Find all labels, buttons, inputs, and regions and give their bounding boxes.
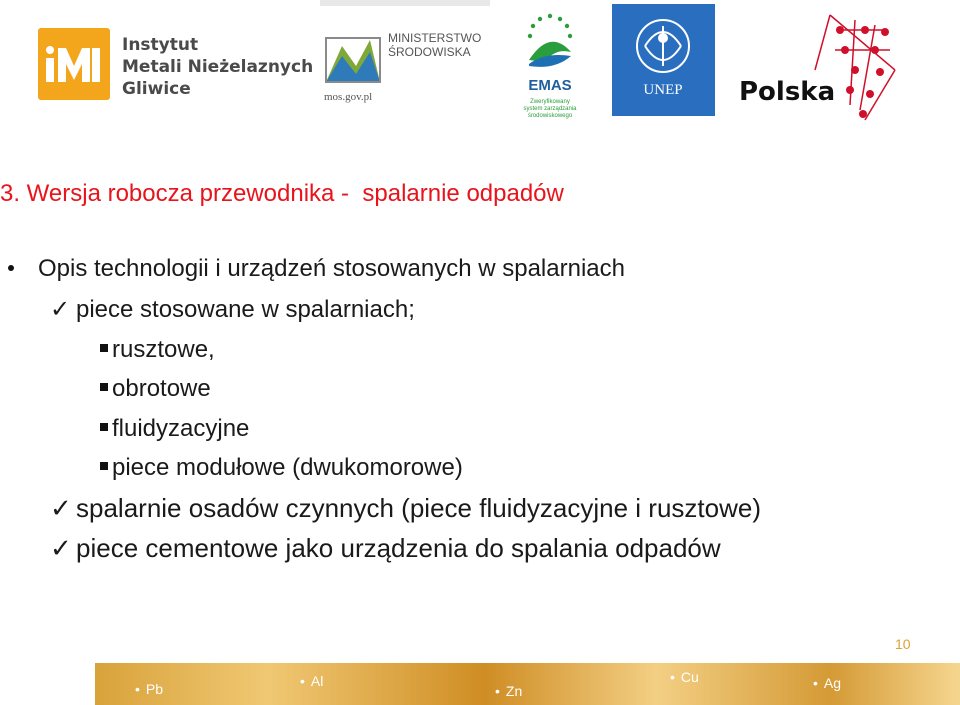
imn-logo-mark (38, 28, 110, 100)
checkmark-icon: ✓ (50, 493, 72, 523)
list-item (100, 375, 211, 403)
emas-caption-2: system zarządzania (523, 106, 577, 112)
checkmark-icon: ✓ (50, 296, 71, 323)
polska-label: Polska (739, 77, 836, 107)
list-item (50, 295, 415, 324)
footer-band (95, 663, 960, 705)
ministry-line-2: ŚRODOWISKA (388, 45, 471, 59)
emas-logo (515, 8, 585, 120)
unep-label: UNEP (643, 82, 683, 98)
emas-label: EMAS (528, 77, 572, 94)
emas-caption-3: środowiskowego (527, 113, 573, 119)
bullet-dot-icon (8, 265, 14, 271)
square-bullet-icon (100, 423, 108, 431)
polska-kite-icon (735, 10, 905, 125)
list-item (100, 454, 463, 482)
unep-emblem-icon (612, 4, 715, 116)
element-label: • Ag (813, 675, 841, 691)
square-bullet-icon (100, 344, 108, 352)
list-item (50, 493, 761, 524)
imn-line-2: Metali Nieżelaznych (122, 57, 314, 77)
list-item (100, 336, 215, 364)
element-label: • Cu (670, 669, 699, 685)
list-item-text: piece cementowe jako urządzenia do spalania odpadów (76, 533, 721, 563)
list-item-text: fluidyzacyjne (112, 415, 250, 442)
list-item (0, 255, 625, 283)
square-bullet-icon (100, 383, 108, 391)
imn-logo-text (122, 34, 313, 100)
square-bullet-icon (100, 462, 108, 470)
list-item-text: spalarnie osadów czynnych (piece fluidyzacyjne i rusztowe) (76, 493, 761, 523)
emas-emblem-icon (515, 8, 585, 120)
element-label: • Zn (495, 683, 522, 699)
checkmark-icon: ✓ (50, 533, 72, 563)
imn-line-3: Gliwice (122, 79, 191, 99)
imn-line-1: Instytut (122, 35, 199, 55)
list-item-text: rusztowe, (112, 336, 215, 363)
unep-logo (612, 4, 715, 116)
list-item-text: Opis technologii i urządzeń stosowanych w spalarniach (38, 255, 625, 282)
list-item-text: piece modułowe (dwukomorowe) (112, 454, 463, 481)
list-item-text: piece stosowane w spalarniach; (76, 296, 415, 323)
element-label: • Pb (135, 681, 163, 697)
list-item (100, 415, 249, 443)
emas-caption-1: Zweryfikowany (530, 99, 570, 105)
polska-logo (735, 10, 905, 125)
element-label: • Al (300, 673, 323, 689)
list-item-text: obrotowe (112, 375, 211, 402)
ministry-url: mos.gov.pl (324, 91, 373, 103)
ministry-emblem-icon (320, 0, 490, 110)
slide-title: 3. Wersja robocza przewodnika - spalarnie odpadów (0, 180, 564, 207)
page-number: 10 (895, 636, 911, 652)
imn-logo-icon (44, 44, 104, 84)
ministry-line-1: MINISTERSTWO (388, 31, 482, 45)
list-item (50, 533, 721, 564)
ministry-logo (320, 0, 490, 110)
